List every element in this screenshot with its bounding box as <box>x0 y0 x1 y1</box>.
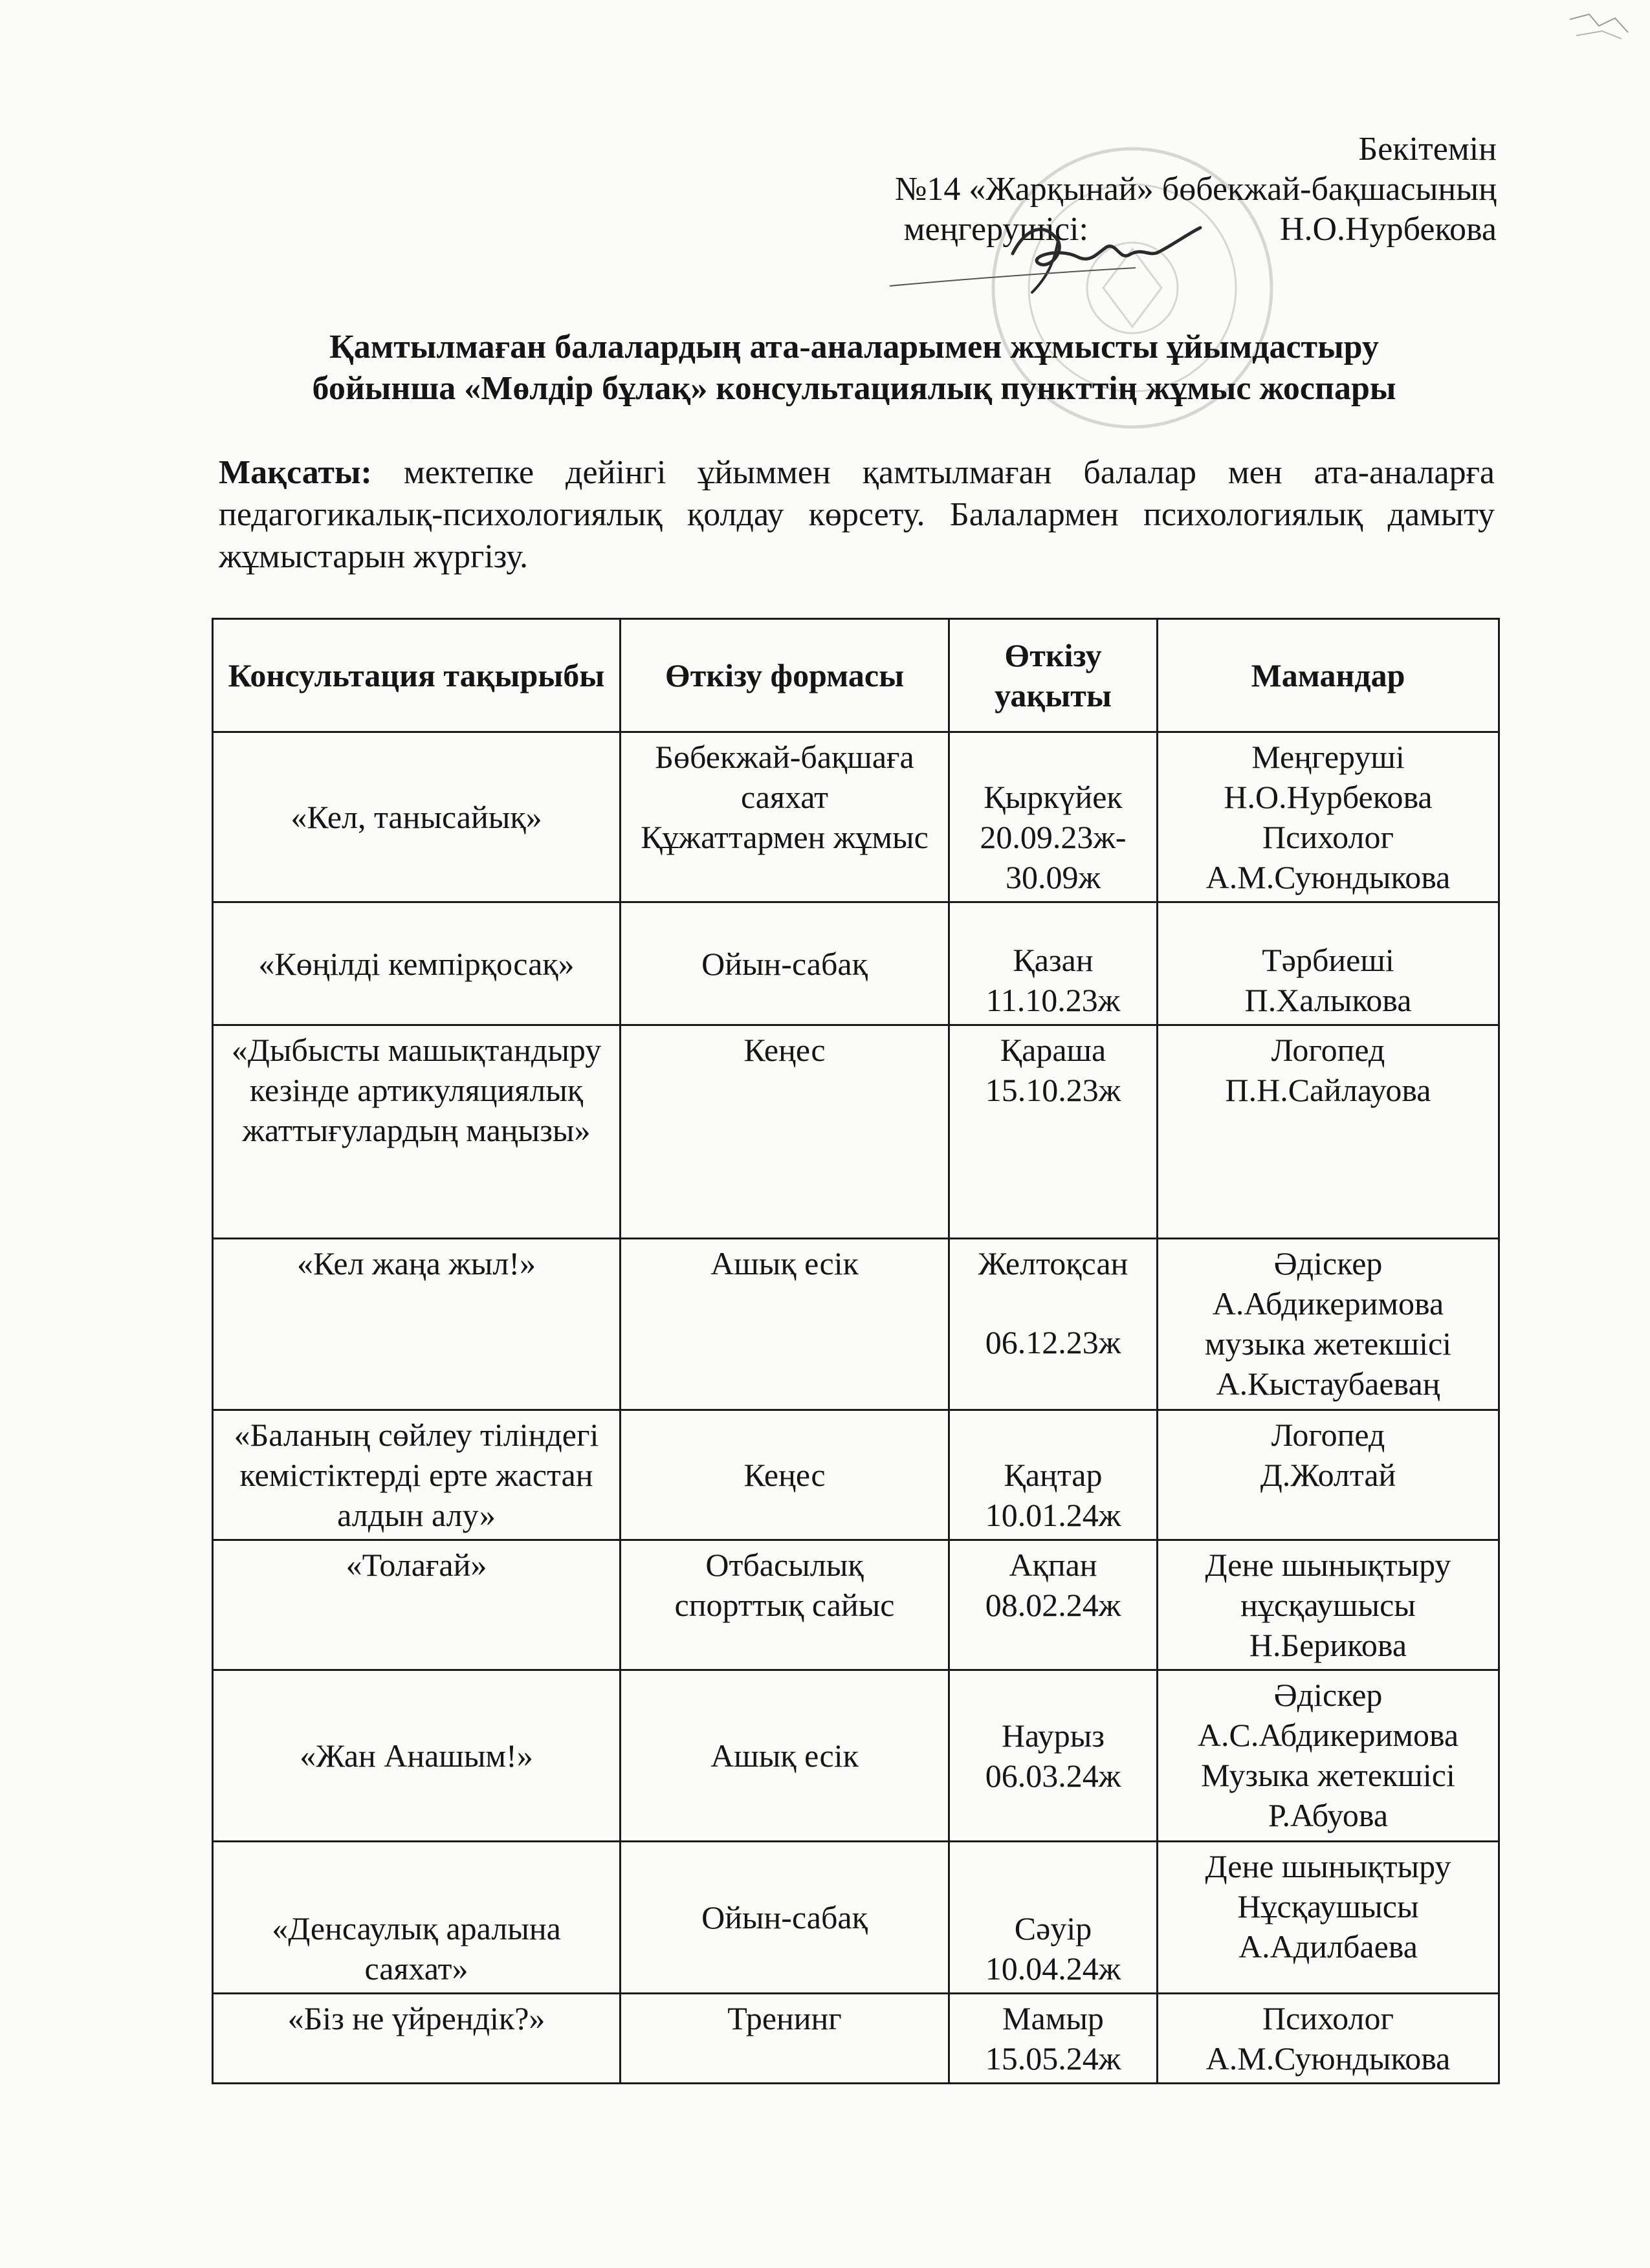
time-cell: Қараша 15.10.23ж <box>949 1025 1158 1239</box>
header-time: Өткізу уақыты <box>949 619 1158 732</box>
time-cell: Наурыз 06.03.24ж <box>949 1670 1158 1842</box>
form-cell: Ойын-сабақ <box>621 1842 949 1994</box>
time-cell: Сәуір 10.04.24ж <box>949 1842 1158 1994</box>
time-cell: Қазан 11.10.23ж <box>949 902 1158 1025</box>
topic-cell: «Дыбысты машықтандыру кезінде артикуляциялық жаттығулардың маңызы» <box>213 1025 621 1239</box>
header-form: Өткізу формасы <box>621 619 949 732</box>
scan-corner-mark <box>1563 6 1634 45</box>
table-row <box>213 1540 1499 1670</box>
table-header-row <box>213 619 1499 732</box>
staff-cell: Әдіскер А.Абдикеримова музыка жетекшісі А.Кыстаубаеваң <box>1158 1239 1499 1410</box>
topic-cell: «Көңілді кемпірқосақ» <box>213 902 621 1025</box>
staff-cell: Дене шынықтыру нұсқаушысы Н.Берикова <box>1158 1540 1499 1670</box>
approval-head-label: меңгерушісі: <box>903 211 1088 248</box>
table-row <box>213 1842 1499 1994</box>
staff-cell: Тәрбиеші П.Халыкова <box>1158 902 1499 1025</box>
goal-paragraph <box>219 452 1495 578</box>
table-row <box>213 1994 1499 2084</box>
approval-word: Бекітемін <box>1358 131 1497 168</box>
approval-organization: №14 «Жарқынай» бөбекжай-бақшасының <box>894 171 1497 208</box>
time-cell: Желтоқсан 06.12.23ж <box>949 1239 1158 1410</box>
staff-cell: Меңгеруші Н.О.Нурбекова Психолог А.М.Суюндыкова <box>1158 732 1499 902</box>
topic-cell: «Жан Анашым!» <box>213 1670 621 1842</box>
topic-cell: «Денсаулық аралына саяхат» <box>213 1842 621 1994</box>
staff-cell: Әдіскер А.С.Абдикеримова Музыка жетекшісі Р.Абуова <box>1158 1670 1499 1842</box>
form-cell: Бөбекжай-бақшаға саяхат Құжаттармен жұмыс <box>621 732 949 902</box>
topic-cell: «Біз не үйрендік?» <box>213 1994 621 2084</box>
handwritten-signature <box>864 208 1271 299</box>
form-cell: Кеңес <box>621 1410 949 1540</box>
header-staff: Мамандар <box>1158 619 1499 732</box>
staff-cell: Психолог А.М.Суюндыкова <box>1158 1994 1499 2084</box>
title-line-1: Қамтылмаған балалардың ата-аналарымен жұмысты ұйымдастыру <box>329 329 1379 365</box>
table-row <box>213 1239 1499 1410</box>
form-cell: Кеңес <box>621 1025 949 1239</box>
form-cell: Тренинг <box>621 1994 949 2084</box>
form-cell: Ойын-сабақ <box>621 902 949 1025</box>
staff-cell: Логопед П.Н.Сайлауова <box>1158 1025 1499 1239</box>
time-cell: Ақпан 08.02.24ж <box>949 1540 1158 1670</box>
staff-cell: Логопед Д.Жолтай <box>1158 1410 1499 1540</box>
goal-text: мектепке дейінгі ұйыммен қамтылмаған балалар мен ата-аналарға педагогикалық-психологиялық қолдау көрсету. Балалармен психологиялық дамыту жұмыстарын жүргізу. <box>219 454 1495 575</box>
form-cell: Ашық есік <box>621 1670 949 1842</box>
goal-lead: Мақсаты: <box>219 454 372 491</box>
table-row <box>213 1025 1499 1239</box>
approval-head-name: Н.О.Нурбекова <box>1279 211 1497 248</box>
topic-cell: «Кел, танысайық» <box>213 732 621 902</box>
form-cell: Отбасылық спорттық сайыс <box>621 1540 949 1670</box>
title-line-2: бойынша «Мөлдір бұлақ» консультациялық пункттің жұмыс жоспары <box>312 370 1396 407</box>
table-row <box>213 1410 1499 1540</box>
staff-cell: Дене шынықтыру Нұсқаушысы А.Адилбаева <box>1158 1842 1499 1994</box>
topic-cell: «Баланың сөйлеу тіліндегі кемістіктерді ерте жастан алдын алу» <box>213 1410 621 1540</box>
header-topic: Консультация тақырыбы <box>213 619 621 732</box>
table-row <box>213 902 1499 1025</box>
time-cell: Қаңтар 10.01.24ж <box>949 1410 1158 1540</box>
topic-cell: «Толағай» <box>213 1540 621 1670</box>
consultation-plan-table <box>212 618 1500 2084</box>
time-cell: Қыркүйек 20.09.23ж- 30.09ж <box>949 732 1158 902</box>
time-cell: Мамыр 15.05.24ж <box>949 1994 1158 2084</box>
table-row <box>213 732 1499 902</box>
topic-cell: «Кел жаңа жыл!» <box>213 1239 621 1410</box>
form-cell: Ашық есік <box>621 1239 949 1410</box>
table-row <box>213 1670 1499 1842</box>
document-title <box>214 327 1495 409</box>
